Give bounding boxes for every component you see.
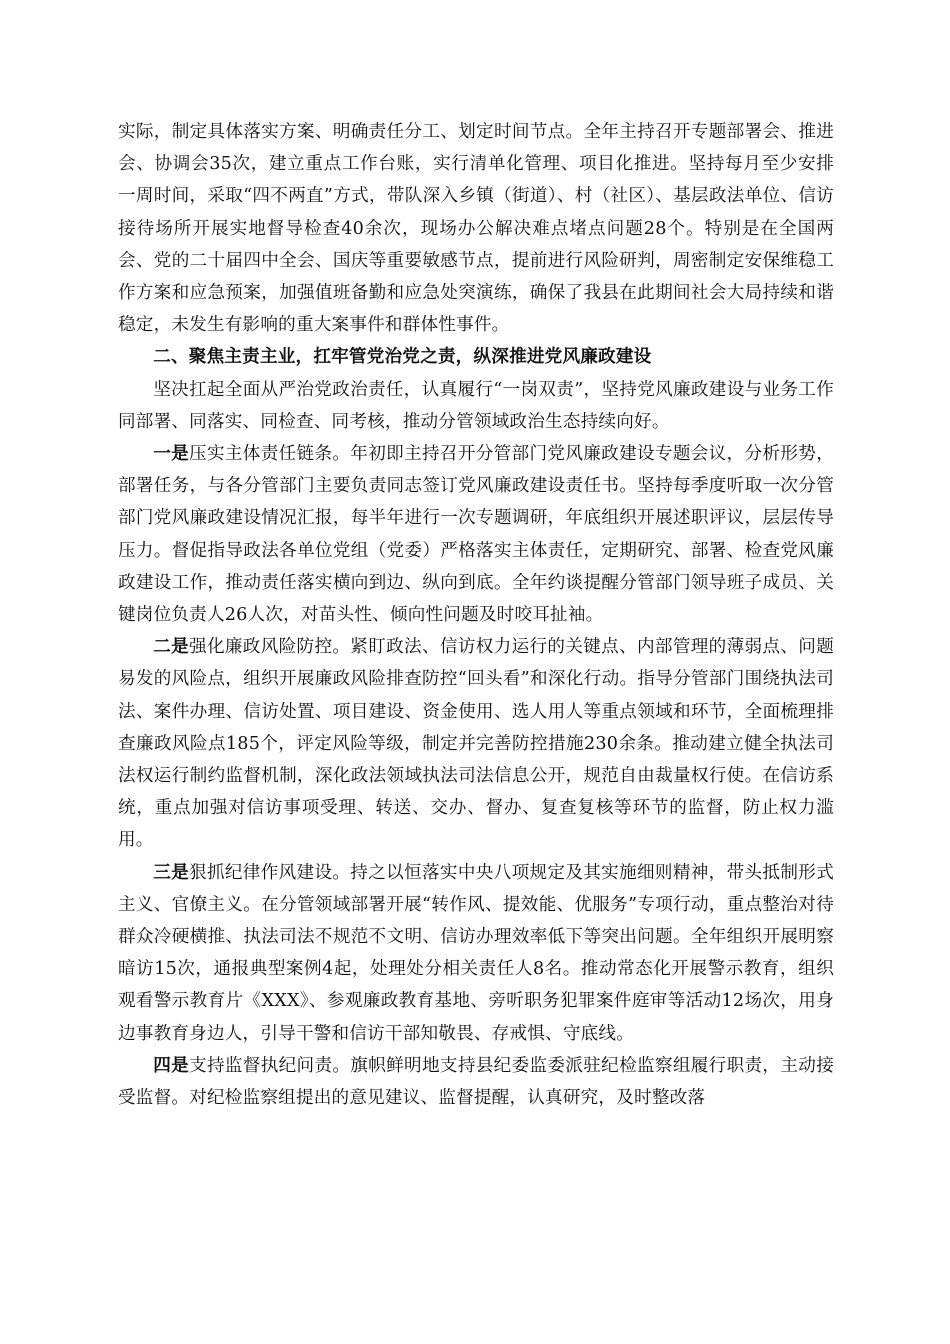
point-four-text: 支持监督执纪问责。旗帜鲜明地支持县纪委监委派驻纪检监察组履行职责，主动接受监督。对纪检监察组提出的意见建议、监督提醒，认真研究，及时整改落	[118, 1055, 834, 1109]
point-three-paragraph	[118, 857, 834, 1050]
point-one-paragraph	[118, 438, 834, 631]
point-two-paragraph	[118, 631, 834, 856]
point-one-text: 压实主体责任链条。年初即主持召开分管部门党风廉政建设专题会议，分析形势，部署任务，与各分管部门主要负责同志签订党风廉政建设责任书。坚持每季度听取一次分管部门党风廉政建设情况汇报，每半年进行一次专题调研，年底组织开展述职评议，层层传导压力。督促指导政法各单位党组（党委）严格落实主体责任，定期研究、部署、检查党风廉政建设工作，推动责任落实横向到边、纵向到底。全年约谈提醒分管部门领导班子成员、关键岗位负责人26人次，对苗头性、倾向性问题及时咬耳扯袖。	[118, 444, 834, 626]
section-heading: 二、聚焦主责主业，扛牢管党治党之责，纵深推进党风廉政建设	[153, 346, 652, 368]
document-body	[118, 116, 834, 1114]
point-two-text: 强化廉政风险防控。紧盯政法、信访权力运行的关键点、内部管理的薄弱点、问题易发的风险点，组织开展廉政风险排查防控“回头看”和深化行动。指导分管部门围绕执法司法、案件办理、信访处置、项目建设、资金使用、选人用人等重点领域和环节，全面梳理排查廉政风险点185个，评定风险等级，制定并完善防控措施230余条。推动建立健全执法司法权运行制约监督机制，深化政法领域执法司法信息公开，规范自由裁量权行使。在信访系统，重点加强对信访事项受理、转送、交办、督办、复查复核等环节的监督，防止权力滥用。	[118, 637, 834, 851]
point-four-paragraph	[118, 1050, 834, 1114]
point-three-text: 狠抓纪律作风建设。持之以恒落实中央八项规定及其实施细则精神，带头抵制形式主义、官僚主义。在分管领域部署开展“转作风、提效能、优服务”专项行动，重点整治对待群众冷硬横推、执法司法不规范不文明、信访办理效率低下等突出问题。全年组织开展明察暗访15次，通报典型案例4起，处理处分相关责任人8名。推动常态化开展警示教育，组织观看警示教育片《XXX》、参观廉政教育基地、旁听职务犯罪案件庭审等活动12场次，用身边事教育身边人，引导干警和信访干部知敬畏、存戒惧、守底线。	[118, 862, 834, 1044]
point-two-lead: 二是	[153, 636, 190, 658]
paragraph-continuation: 实际，制定具体落实方案、明确责任分工、划定时间节点。全年主持召开专题部署会、推进会、协调会35次，建立重点工作台账，实行清单化管理、项目化推进。坚持每月至少安排一周时间，采取“四不两直”方式，带队深入乡镇（街道）、村（社区）、基层政法单位、信访接待场所开展实地督导检查40余次，现场办公解决难点堵点问题28个。特别是在全国两会、党的二十届四中全会、国庆等重要敏感节点，提前进行风险研判，周密制定安保维稳工作方案和应急预案，加强值班备勤和应急处突演练，确保了我县在此期间社会大局持续和谐稳定，未发生有影响的重大案事件和群体性事件。	[118, 122, 834, 336]
section-intro-paragraph: 坚决扛起全面从严治党政治责任，认真履行“一岗双责”，坚持党风廉政建设与业务工作同部署、同落实、同检查、同考核，推动分管领域政治生态持续向好。	[118, 379, 834, 432]
point-four-lead: 四是	[153, 1054, 190, 1076]
point-one-lead: 一是	[153, 443, 190, 465]
point-three-lead: 三是	[153, 861, 190, 883]
